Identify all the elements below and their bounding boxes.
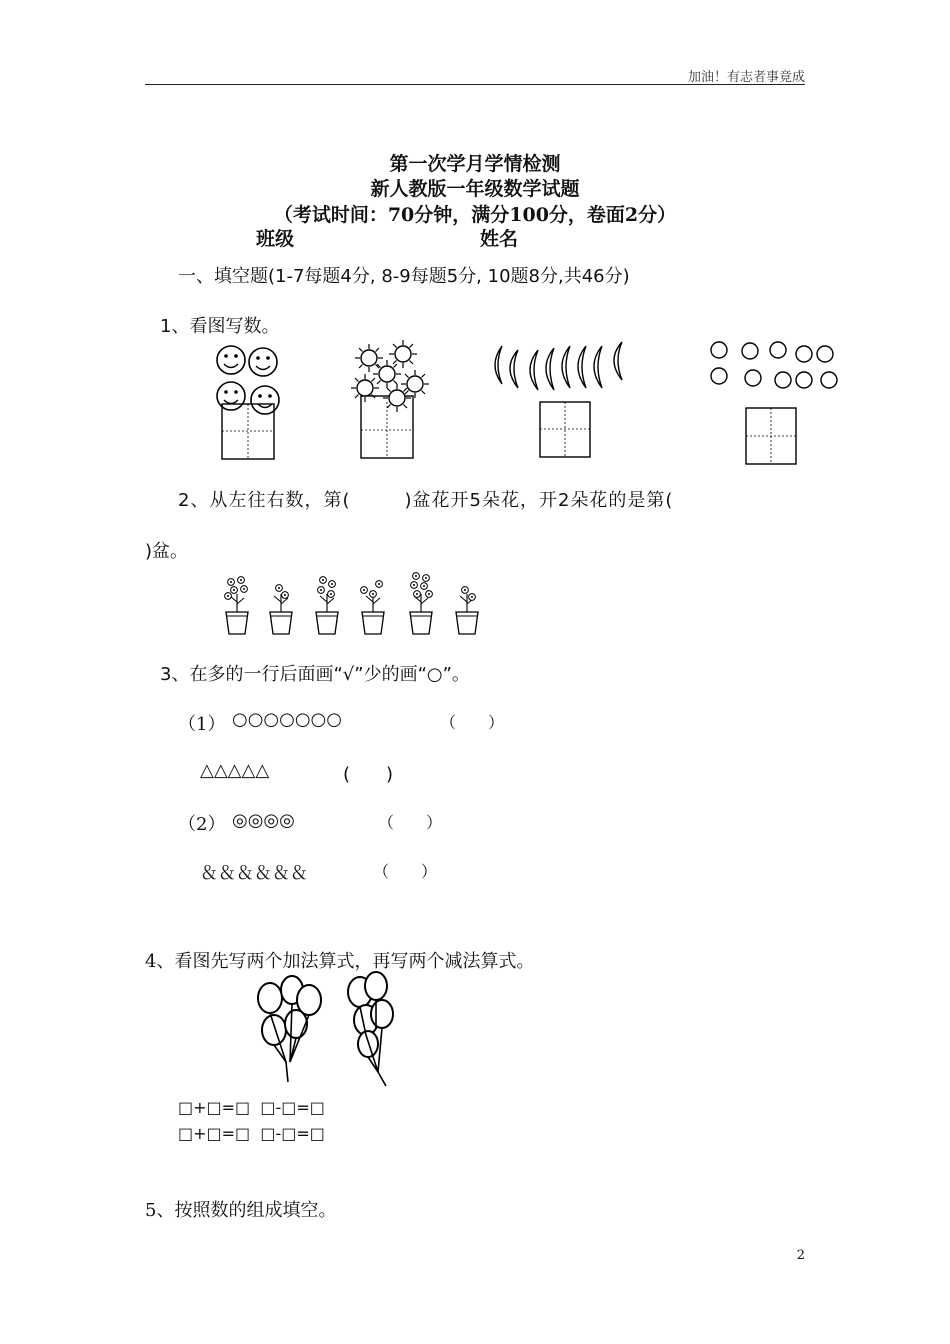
q4-equation-row2[interactable]: □+□=□ □-□=□ [178, 1124, 325, 1143]
page-number: 2 [796, 1248, 805, 1263]
q3-row2-symbols: △△△△△ [200, 760, 270, 781]
q3-row2-answer[interactable]: ( ) [343, 764, 394, 785]
q3-row1-symbols: ○○○○○○○ [232, 709, 342, 730]
q3-row4-symbols: ＆＆＆＆＆＆ [200, 863, 308, 884]
q3-row3-symbols: ◎◎◎◎ [232, 810, 295, 831]
q2-text-a: 2、从左往右数，第( [178, 490, 351, 511]
balloon-bunch-icon [252, 974, 402, 1089]
class-label: 班级 [256, 228, 295, 250]
q3-row4-answer[interactable]: （ ） [373, 862, 438, 881]
sunflower-icon [345, 338, 445, 460]
circle-icon [705, 340, 845, 470]
exam-subtitle: 新人教版一年级数学试题 [370, 178, 580, 200]
name-label: 姓名 [480, 228, 519, 250]
exam-title: 第一次学月学情检测 [389, 153, 561, 175]
q1-text: 1、看图写数。 [160, 316, 280, 337]
q3-row3-label: （2） [178, 814, 226, 835]
header-motto: 加油！有志者事竟成 [687, 70, 805, 85]
q4-equation-row1[interactable]: □+□=□ □-□=□ [178, 1098, 325, 1117]
q3-row3-answer[interactable]: （ ） [378, 813, 443, 832]
header-rule [145, 84, 805, 85]
q2-line [178, 486, 673, 512]
crescent-moon-icon [488, 340, 633, 460]
flower-pot-icon [215, 572, 490, 640]
smiley-face-icon [205, 342, 295, 467]
q3-row1-label: （1） [178, 714, 226, 735]
q5-text: 5、按照数的组成填空。 [145, 1200, 337, 1221]
q2-text-b: )盆花开5朵花，开2朵花的是第( [404, 490, 674, 511]
q3-text: 3、在多的一行后面画“√”少的画“○”。 [160, 664, 470, 685]
q2-text-c: )盆。 [145, 541, 189, 562]
exam-duration: （考试时间：70分钟，满分100分，卷面2分） [273, 204, 677, 226]
section-heading: 一、填空题(1-7每题4分, 8-9每题5分, 10题8分,共46分) [178, 266, 630, 287]
q3-row1-answer[interactable]: （ ） [440, 713, 505, 732]
q4-text: 4、看图先写两个加法算式，再写两个减法算式。 [145, 951, 535, 972]
